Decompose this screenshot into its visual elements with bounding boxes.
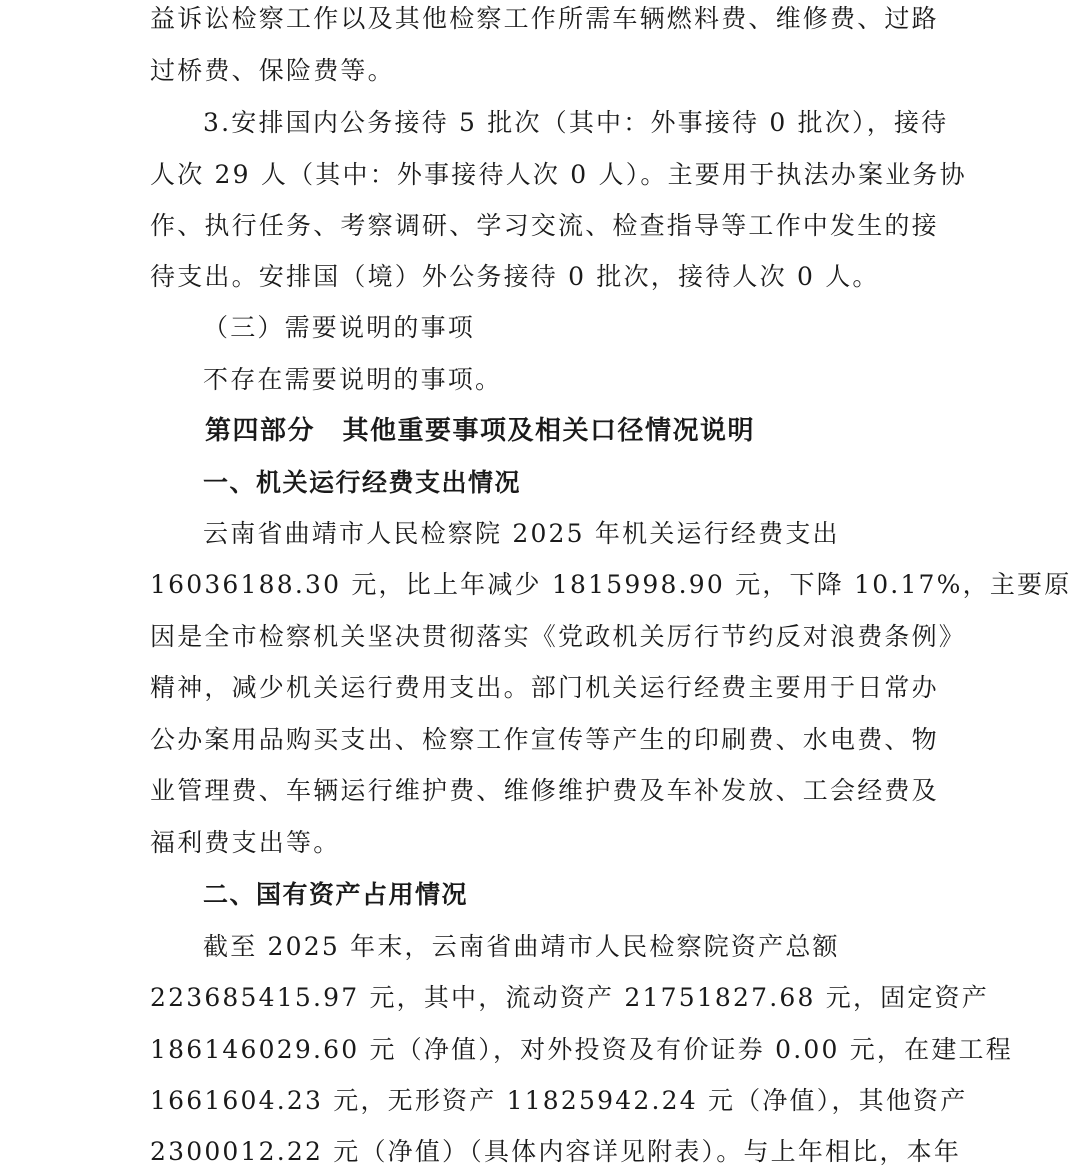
- body-text-line: 16036188.30 元，比上年减少 1815998.90 元，下降 10.17%，主要原: [150, 570, 1072, 599]
- body-text-line: 1661604.23 元，无形资产 11825942.24 元（净值），其他资产: [150, 1086, 968, 1115]
- body-text-line: 公办案用品购买支出、检察工作宣传等产生的印刷费、水电费、物: [150, 725, 939, 754]
- body-text-line: 186146029.60 元（净值），对外投资及有价证券 0.00 元，在建工程: [150, 1035, 1013, 1064]
- body-text-line: 作、执行任务、考察调研、学习交流、检查指导等工作中发生的接: [150, 211, 939, 240]
- body-text-line: 福利费支出等。: [150, 828, 341, 857]
- body-text-line: 云南省曲靖市人民检察院 2025 年机关运行经费支出: [203, 519, 840, 548]
- body-text-line: 人次 29 人（其中：外事接待人次 0 人）。主要用于执法办案业务协: [150, 160, 967, 189]
- body-text-line: 待支出。安排国（境）外公务接待 0 批次，接待人次 0 人。: [150, 262, 880, 291]
- section-heading: 一、机关运行经费支出情况: [203, 468, 522, 497]
- body-text-line: 过桥费、保险费等。: [150, 56, 395, 85]
- part-heading: 第四部分 其他重要事项及相关口径情况说明: [205, 416, 756, 446]
- body-text-line: 因是全市检察机关坚决贯彻落实《党政机关厉行节约反对浪费条例》: [150, 622, 967, 651]
- body-text-line: 精神，减少机关运行费用支出。部门机关运行经费主要用于日常办: [150, 673, 939, 702]
- body-text-line: 业管理费、车辆运行维护费、维修维护费及车补发放、工会经费及: [150, 776, 939, 805]
- reception-paragraph: 3.安排国内公务接待 5 批次（其中：外事接待 0 批次），接待: [203, 108, 949, 137]
- body-text-line: 2300012.22 元（净值）（具体内容详见附表）。与上年相比，本年: [150, 1137, 962, 1166]
- body-text-line: 不存在需要说明的事项。: [203, 365, 503, 394]
- subsection-heading: （三）需要说明的事项: [203, 313, 476, 342]
- section-heading: 二、国有资产占用情况: [203, 880, 469, 909]
- body-text-line: 223685415.97 元，其中，流动资产 21751827.68 元，固定资产: [150, 983, 989, 1012]
- body-text-line: 截至 2025 年末，云南省曲靖市人民检察院资产总额: [203, 932, 840, 961]
- body-text-line: 益诉讼检察工作以及其他检察工作所需车辆燃料费、维修费、过路: [150, 4, 939, 33]
